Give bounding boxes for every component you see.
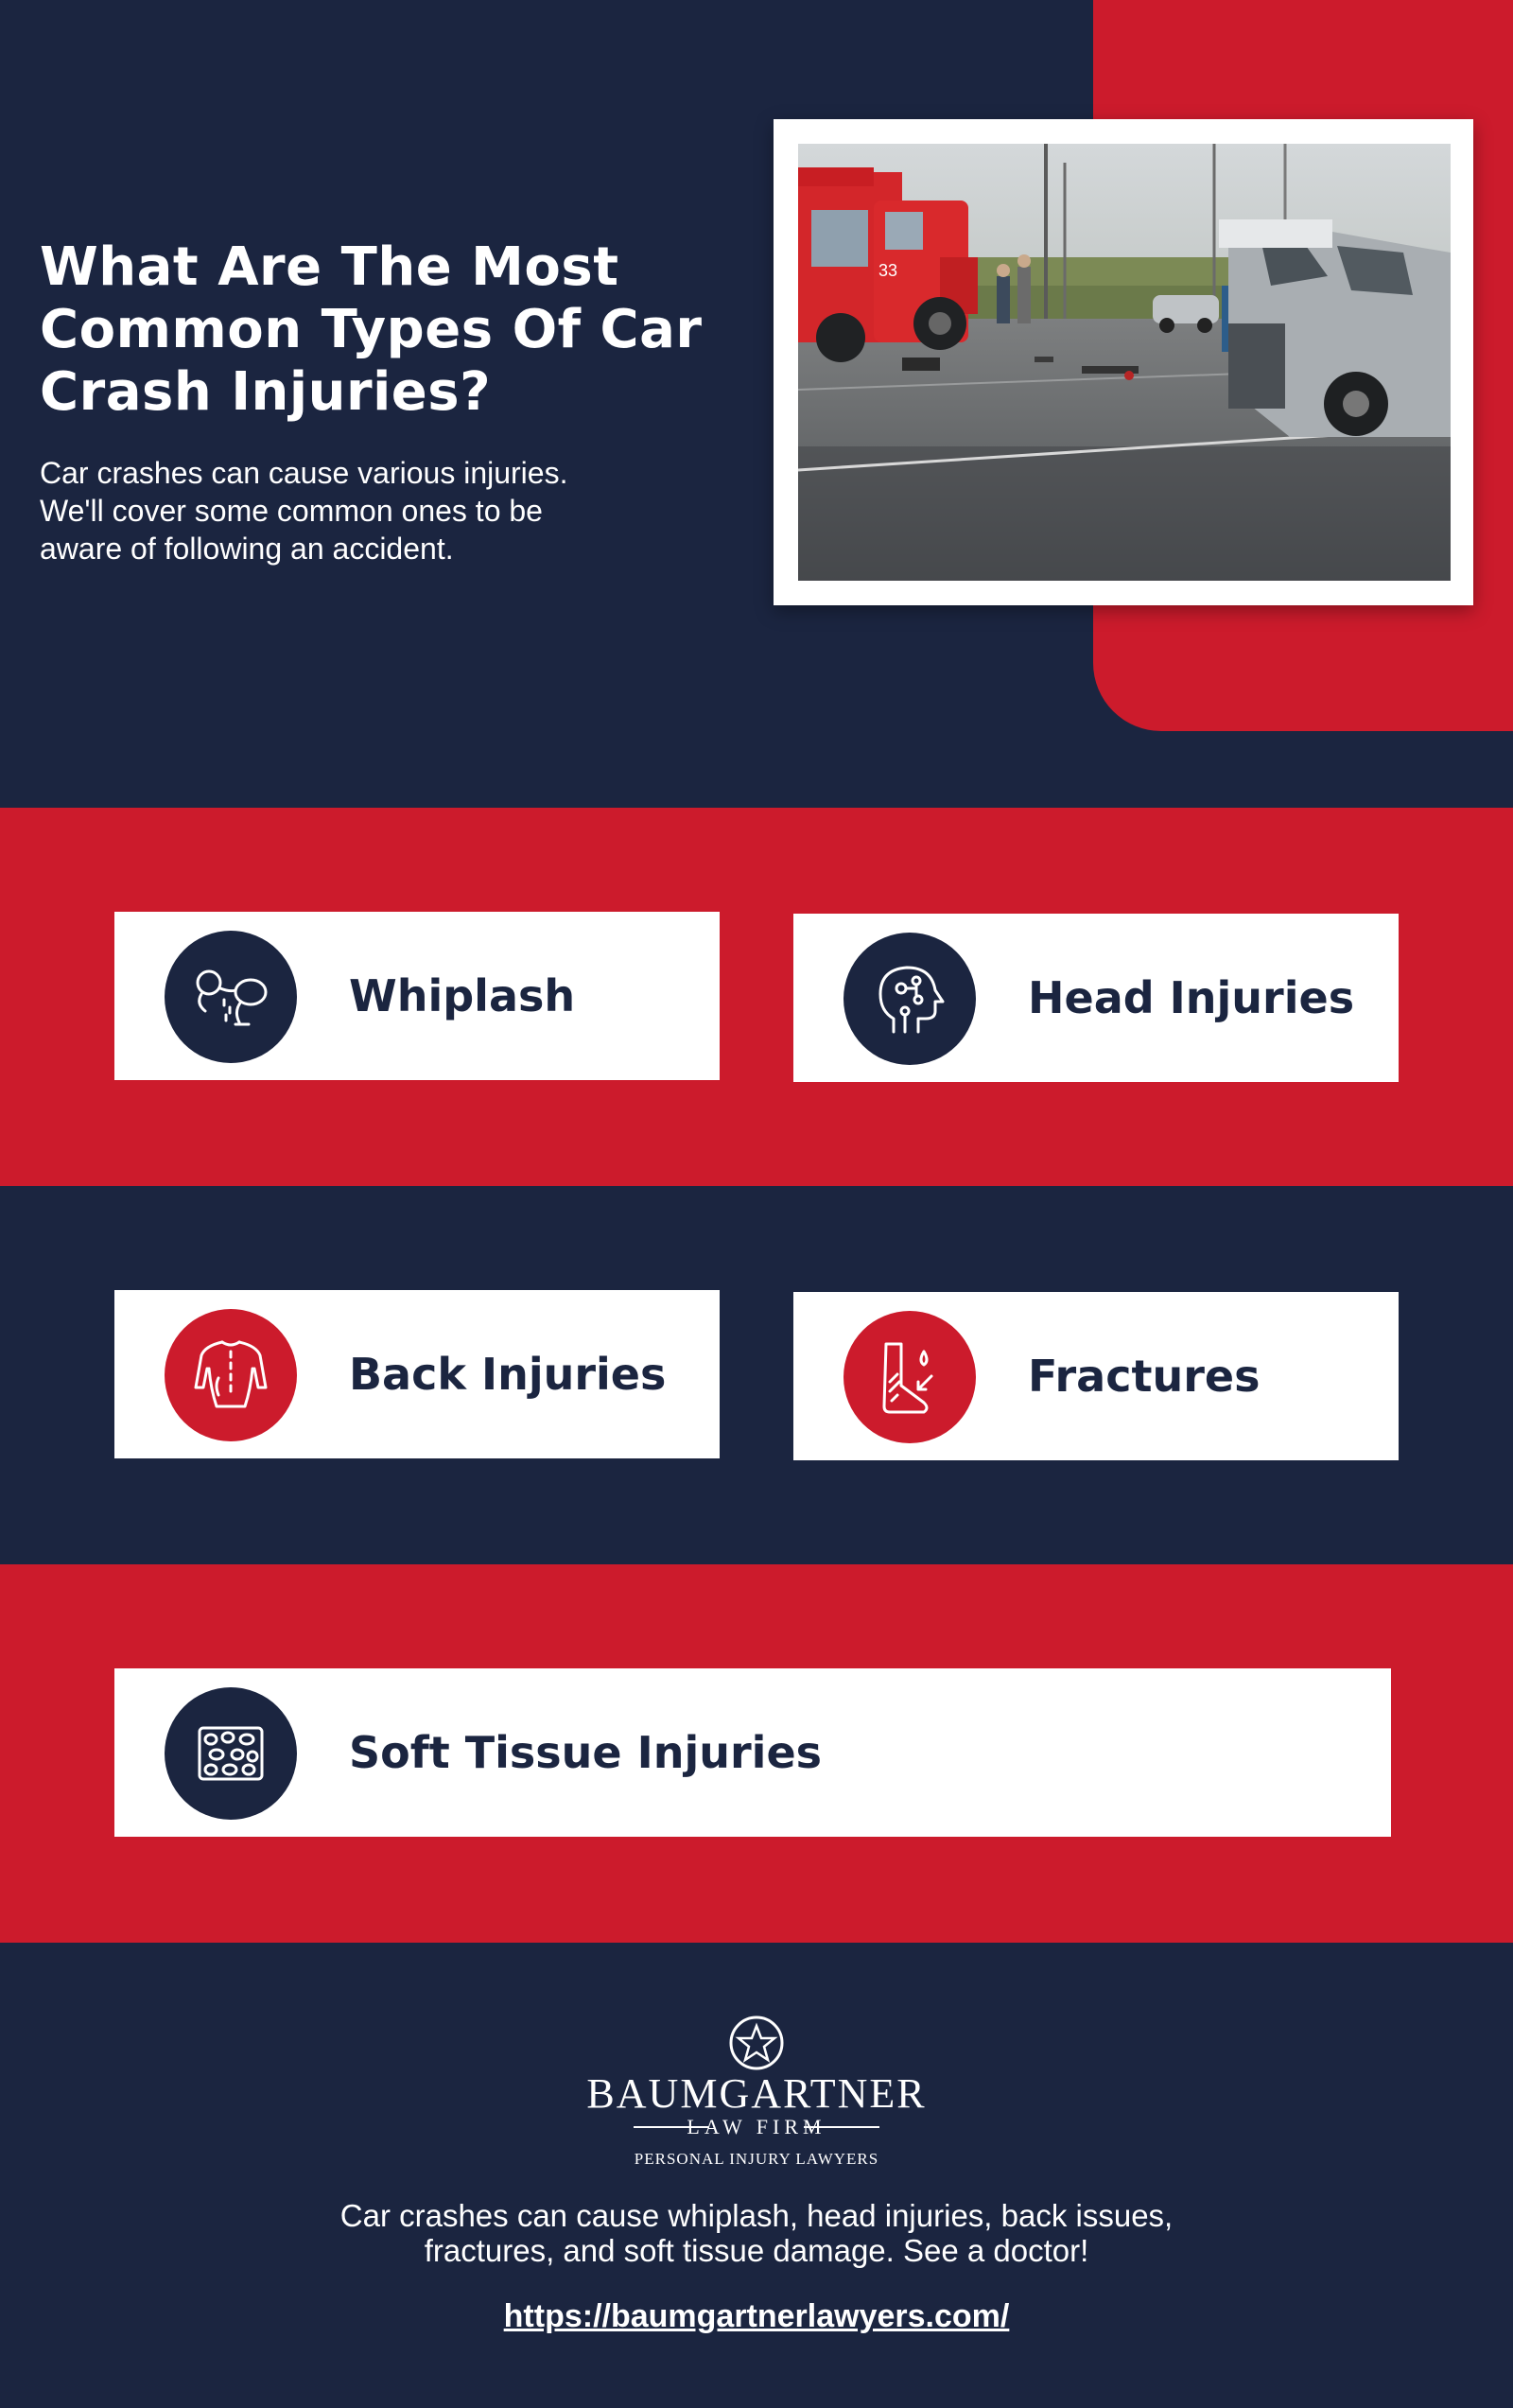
logo-tagline: PERSONAL INJURY LAWYERS — [634, 2150, 879, 2168]
logo-firm: LAW FIRM — [687, 2115, 826, 2138]
injury-label: Soft Tissue Injuries — [349, 1727, 823, 1778]
logo-name: BAUMGARTNER — [586, 2070, 927, 2117]
hero-photo-frame — [774, 119, 1473, 605]
baumgartner-logo — [530, 2013, 983, 2173]
hero-subtitle: Car crashes can cause various injuries. We'll cover some common ones to be aware of following an accident. — [40, 456, 568, 566]
injury-card-soft-tissue — [114, 1668, 1391, 1837]
head-brain-icon — [843, 933, 976, 1065]
footer-summary: Car crashes can cause whiplash, head injuries, back issues, fractures, and soft tissue damage. See a doctor! — [339, 2198, 1174, 2268]
website-link[interactable]: https://baumgartnerlawyers.com/ — [503, 2298, 1010, 2334]
injury-card-back-injuries — [114, 1290, 720, 1458]
injury-label: Fractures — [1028, 1351, 1261, 1402]
fractured-leg-icon — [843, 1311, 976, 1443]
injury-card-fractures — [793, 1292, 1399, 1460]
page-title: What Are The Most Common Types Of Car Crash Injuries? — [40, 236, 703, 423]
injury-label: Back Injuries — [349, 1349, 667, 1400]
whiplash-neck-icon — [165, 931, 297, 1063]
injury-card-head-injuries — [793, 914, 1399, 1082]
back-torso-icon — [165, 1309, 297, 1441]
svg-text:33: 33 — [878, 261, 898, 280]
injury-card-whiplash — [114, 912, 720, 1080]
injury-label: Head Injuries — [1028, 972, 1355, 1023]
injury-label: Whiplash — [349, 970, 576, 1021]
car-crash-photo — [798, 144, 1451, 581]
soft-tissue-cells-icon — [165, 1687, 297, 1820]
